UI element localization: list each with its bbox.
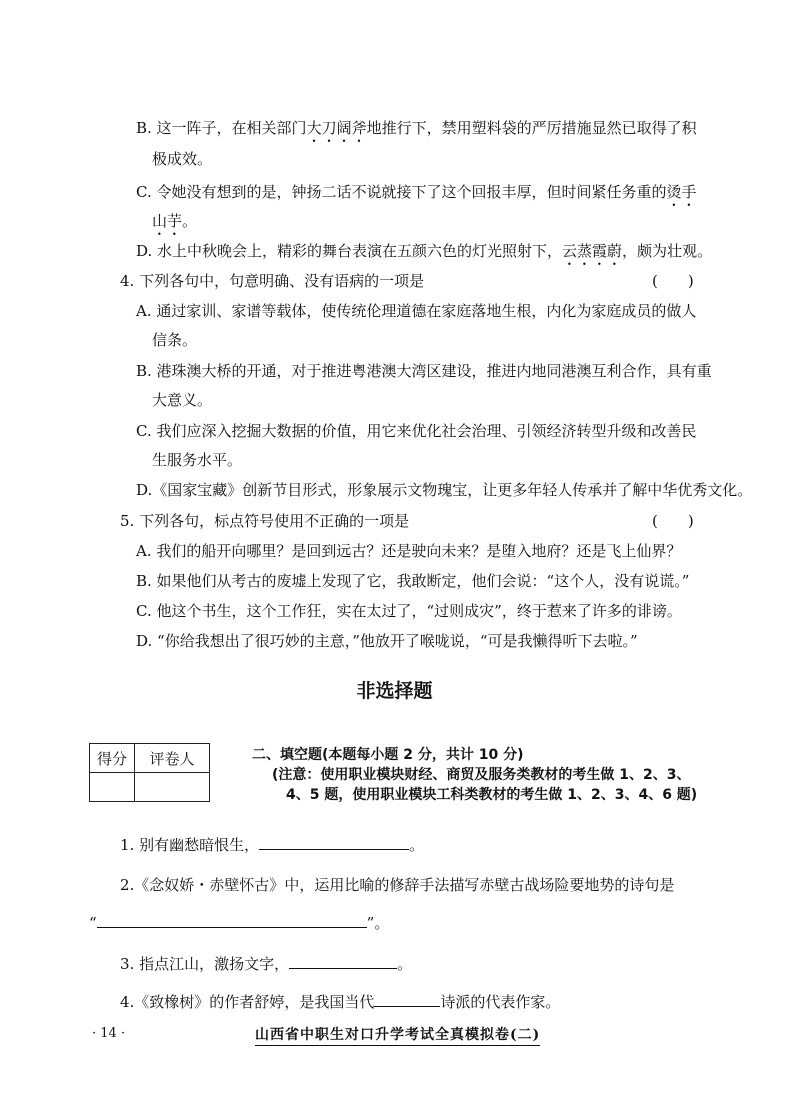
q3-option-d: D. 水上中秋晚会上，精彩的舞台表演在五颜六色的灯光照射下，云蒸霞蔚，颇为壮观。 <box>136 242 713 260</box>
q5-option-d: D. “你给我想出了很巧妙的主意，”他放开了喉咙说，“可是我懒得听下去啦。” <box>136 632 638 650</box>
part2-heading: 二、填空题(本题每小题 2 分，共计 10 分) <box>252 747 524 763</box>
q4-option-a-line2: 信条。 <box>152 331 198 349</box>
answer-blank-3[interactable] <box>289 952 397 969</box>
q4-option-c-line1: C. 我们应深入挖掘大数据的价值，用它来优化社会治理、引领经济转型升级和改善民 <box>136 422 697 440</box>
q3-option-c-line1: C. 令她没有想到的是，钟扬二话不说就接下了这个回报丰厚，但时间紧任务重的烫手 <box>136 183 697 201</box>
score-table <box>89 743 210 802</box>
q5-option-a: A. 我们的船开向哪里？是回到远古？还是驶向未来？是堕入地府？还是飞上仙界？ <box>136 542 682 560</box>
q4-option-b-line2: 大意义。 <box>152 391 213 409</box>
answer-blank-4[interactable] <box>374 990 440 1007</box>
section-title: 非选择题 <box>356 680 433 702</box>
part2-note-line2: 4、5 题，使用职业模块工科类教材的考生做 1、2、3、4、6 题) <box>286 787 698 803</box>
fill-question-1: 1. 别有幽愁暗恨生， 。 <box>120 833 424 855</box>
fill-question-2-line1: 2.《念奴娇・赤壁怀古》中，运用比喻的修辞手法描写赤壁古战场险要地势的诗句是 <box>120 876 675 894</box>
answer-blank-2[interactable] <box>97 911 367 928</box>
q4-stem: 4. 下列各句中，句意明确、没有语病的一项是 <box>120 272 425 290</box>
fill-question-3: 3. 指点江山，激扬文字， 。 <box>120 952 412 974</box>
q5-option-c: C. 他这个书生，这个工作狂，实在太过了，“过则成灾”，终于惹来了许多的诽谤。 <box>136 602 682 620</box>
grader-header: 评卷人 <box>135 744 210 773</box>
q3-option-b-line1: B. 这一阵子，在相关部门大刀阔斧地推行下，禁用塑料袋的严厉措施显然已取得了积 <box>136 119 697 137</box>
q4-option-d: D.《国家宝藏》创新节目形式，形象展示文物瑰宝，让更多年轻人传承并了解中华优秀文化。 <box>136 481 753 499</box>
q3-option-b-line2: 极成效。 <box>152 150 213 168</box>
q5-answer-paren: ( ) <box>652 512 694 530</box>
score-header: 得分 <box>90 744 135 773</box>
q4-option-b-line1: B. 港珠澳大桥的开通，对于推进粤港澳大湾区建设，推进内地同港澳互利合作，具有重 <box>136 362 712 380</box>
q5-stem: 5. 下列各句，标点符号使用不正确的一项是 <box>120 512 410 530</box>
q5-option-b: B. 如果他们从考古的废墟上发现了它，我敢断定，他们会说：“这个人，没有说谎。” <box>136 572 690 590</box>
answer-blank-1[interactable] <box>259 833 409 850</box>
q4-option-c-line2: 生服务水平。 <box>152 451 243 469</box>
q4-answer-paren: ( ) <box>652 272 694 290</box>
page-number: · 14 · <box>92 1026 126 1041</box>
part2-note-line1: (注意：使用职业模块财经、商贸及服务类教材的考生做 1、2、3、 <box>272 767 691 783</box>
fill-question-2-line2: “ ”。 <box>89 911 389 933</box>
score-cell[interactable] <box>90 773 135 802</box>
fill-question-4: 4.《致橡树》的作者舒婷，是我国当代 诗派的代表作家。 <box>120 990 560 1012</box>
grader-cell[interactable] <box>135 773 210 802</box>
q3-option-c-line2: 山芋。 <box>152 212 198 230</box>
q4-option-a-line1: A. 通过家训、家谱等载体，使传统伦理道德在家庭落地生根，内化为家庭成员的做人 <box>136 302 697 320</box>
exam-title-footer: 山西省中职生对口升学考试全真模拟卷(二) <box>255 1024 540 1046</box>
